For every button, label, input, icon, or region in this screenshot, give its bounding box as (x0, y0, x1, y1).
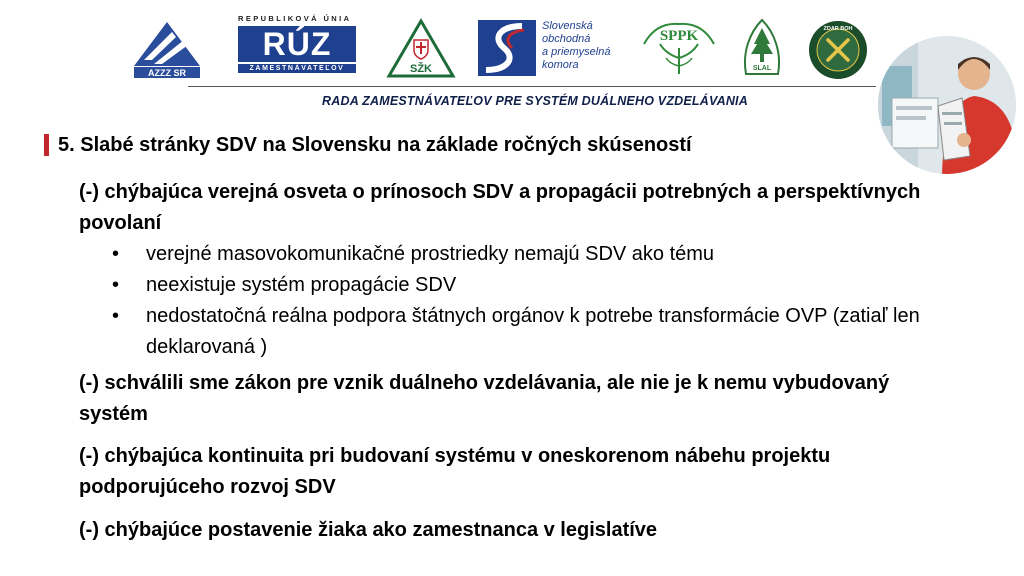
azzz-logo-text: AZZZ SR (148, 68, 186, 78)
slal-logo (738, 16, 786, 78)
azzz-sr-logo (132, 20, 202, 78)
slide-title: 5. Slabé stránky SDV na Slovensku na základe ročných skúseností (58, 134, 692, 156)
szk-logo (386, 18, 456, 80)
bullet-icon: • (112, 305, 120, 327)
szk-logo-text: SŽK (410, 63, 432, 75)
sppk-logo (636, 14, 722, 78)
weakness-point-3: (-) chýbajúca kontinuita pri budovaní systému v oneskorenom nábehu projektu podporujúceho rozvoj SDV (79, 445, 831, 498)
subpoint-list (112, 239, 972, 363)
bullet-icon: • (112, 243, 120, 265)
bullet-icon: • (112, 274, 120, 296)
mining-logo (808, 20, 868, 80)
subpoint-item (112, 301, 972, 363)
ruz-bottom-text: ZAMESTNÁVATEĽOV (238, 64, 356, 73)
subpoint-item (112, 239, 972, 270)
header-title: RADA ZAMESTNÁVATEĽOV PRE SYSTÉM DUÁLNEHO VZDELÁVANIA (322, 94, 748, 108)
soppk-mark-icon (478, 20, 536, 76)
subpoint-item (112, 270, 972, 301)
soppk-logo (478, 20, 610, 76)
slal-logo-text: SLAL (752, 65, 772, 72)
subpoint-text: neexistuje systém propagácie SDV (146, 274, 457, 296)
weakness-point-1: (-) chýbajúca verejná osveta o prínosoch SDV a propagácii potrebných a perspektívnych povolaní (79, 181, 921, 234)
mining-logo-text: ZDAR BOH (823, 26, 853, 32)
ruz-main-text: RÚZ (238, 26, 356, 62)
worker-photo (878, 36, 1016, 174)
header-divider (188, 86, 876, 87)
ruz-logo (238, 14, 356, 73)
sppk-logo-text: SPPK (659, 28, 699, 44)
subpoint-text: verejné masovokomunikačné prostriedky nemajú SDV ako tému (146, 243, 715, 265)
ruz-top-text: REPUBLIKOVÁ ÚNIA (238, 14, 352, 23)
weakness-point-2: (-) schválili sme zákon pre vznik duálneho vzdelávania, ale nie je k nemu vybudovaný systém (79, 372, 890, 425)
title-accent-bar (44, 134, 49, 156)
subpoint-text: nedostatočná reálna podpora štátnych orgánov k potrebe transformácie OVP (zatiaľ len deklarovaná ) (146, 305, 920, 358)
weakness-point-4: (-) chýbajúce postavenie žiaka ako zamestnanca v legislatíve (79, 519, 658, 541)
soppk-text: Slovenská obchodná a priemyselná komora (542, 20, 611, 71)
